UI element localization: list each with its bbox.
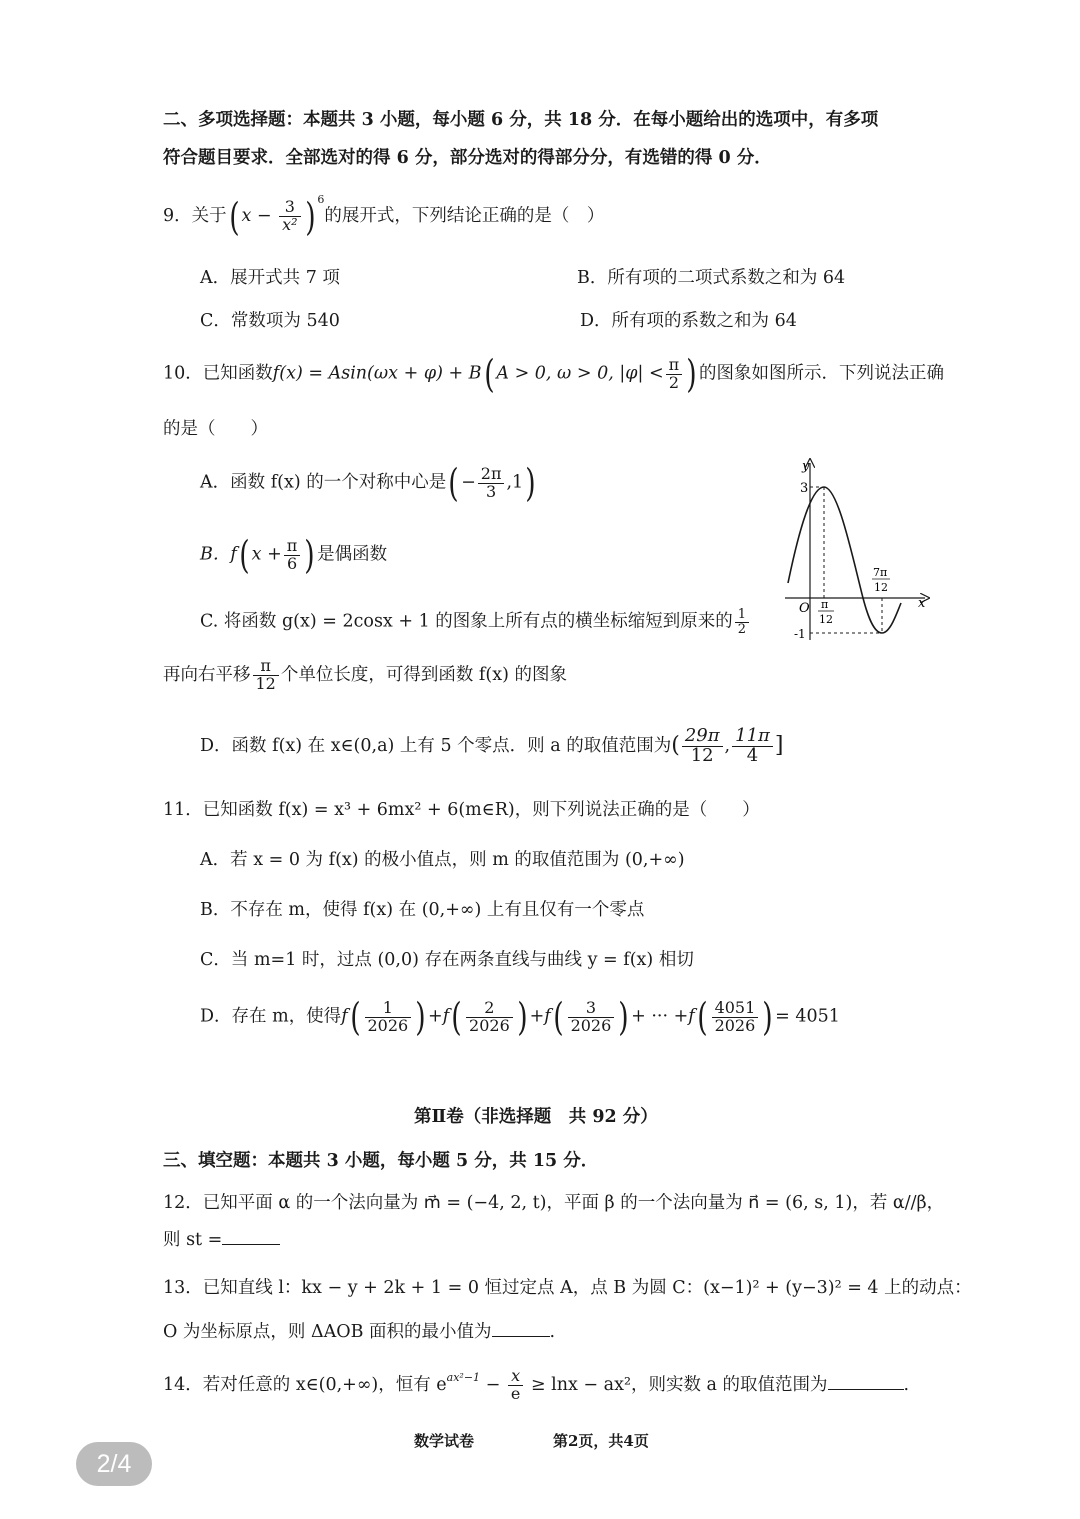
q10-stem-line2: 的是（ ） — [163, 419, 268, 439]
q11-f3: f — [544, 1006, 551, 1027]
q10-option-d-fraction2 — [732, 727, 773, 766]
q10-option-c-line2-frac-num: π — [253, 658, 279, 676]
q10-option-c-line2-fraction — [253, 658, 279, 693]
q10-option-a-frac-num: 2π — [478, 466, 505, 484]
q11-plus2: + — [529, 1006, 545, 1027]
q11-frac2 — [466, 997, 513, 1035]
q10-number: 10．已知函数 — [163, 363, 273, 384]
q11-frac4 — [712, 997, 759, 1035]
q10-option-c-line2-frac-den: 12 — [255, 673, 276, 693]
graph-x1-den: 12 — [819, 613, 833, 626]
q10-option-d-fraction1 — [682, 727, 723, 766]
q10-option-c-line2 — [163, 658, 567, 693]
q13-line2-end: . — [549, 1322, 556, 1342]
q10-option-b-frac-den: 6 — [286, 553, 298, 573]
q10-cond-fraction — [666, 354, 683, 392]
q12-line1: 12．已知平面 α 的一个法向量为 m⃗ = (−4, 2, t)，平面 β 的一个法向量为 n⃗ = (6, s, 1)，若 α//β， — [163, 1193, 945, 1213]
q11-f2: f — [442, 1006, 450, 1027]
q10-option-c-frac-num: 1 — [735, 608, 749, 623]
footer-page: 第2页，共4页 — [553, 1432, 649, 1450]
q10-option-a: A．函数 f(x) 的一个对称中心是( − $\frac{2\pi}{3}$ ,1) — [200, 461, 536, 505]
q12-answer-blank[interactable] — [222, 1244, 280, 1245]
q10-option-c-frac-den: 2 — [737, 621, 747, 637]
q11-frac2-num: 2 — [466, 1000, 513, 1018]
q14-minus: − — [480, 1374, 506, 1395]
q10-option-d-f1-num: 29π — [682, 727, 723, 747]
q9-fraction — [279, 199, 300, 234]
q11-frac1-num: 1 — [365, 1000, 412, 1018]
q14-exponent: ax²−1 — [446, 1370, 481, 1384]
q10-option-a-fraction — [478, 463, 505, 501]
graph-x-label: x — [918, 596, 926, 611]
section2-line1: 二、多项选择题：本题共 3 小题，每小题 6 分，共 18 分．在每小题给出的选项中，有多项 — [163, 110, 879, 130]
q9-x: x — [241, 206, 252, 226]
q11-option-b: B．不存在 m，使得 f(x) 在 (0,+∞) 上有且仅有一个零点 — [200, 900, 645, 920]
graph-origin: O — [799, 601, 810, 616]
q11-option-a: A．若 x = 0 为 f(x) 的极小值点，则 m 的取值范围为 (0,+∞) — [200, 850, 685, 870]
q10-option-b-label: B．f — [200, 544, 237, 565]
q10-option-d-close: ] — [774, 733, 784, 759]
q14-end: . — [903, 1374, 910, 1395]
q10-option-b-fraction — [284, 535, 301, 573]
q13-answer-blank[interactable] — [492, 1336, 550, 1337]
q9-frac-den: x² — [282, 215, 298, 234]
q9-exponent: 6 — [317, 193, 325, 206]
q10-option-a-text: A．函数 f(x) 的一个对称中心是 — [200, 472, 447, 493]
graph-x2-num: 7π — [873, 566, 888, 579]
q10-condition: A > 0, ω > 0, |φ| < — [496, 363, 664, 384]
q10-option-a-minus: − — [461, 472, 476, 493]
q10-option-d-text: D．函数 f(x) 在 x∈(0,a) 上有 5 个零点．则 a 的取值范围为 — [200, 735, 672, 756]
q11-frac1 — [365, 997, 412, 1035]
q10-option-d-f2-num: 11π — [732, 727, 773, 747]
q14-stem — [163, 1368, 909, 1403]
q10-graph — [770, 455, 940, 650]
q11-option-d: D．存在 m，使得f( $\frac{1}{2026}$ ) +f( $\frac{2}{2026}$ ) +f( $\frac{3}{2026}$ ) + ··· +f( $\frac{4051}{2026}$ ) = 4051 — [200, 995, 840, 1039]
q10-option-b-frac-num: π — [284, 538, 301, 556]
q12-line2 — [163, 1230, 280, 1251]
q10-option-c-line2-pre: 再向右平移 — [163, 664, 251, 685]
q11-f1: f — [341, 1006, 348, 1027]
q10-stem: 10．已知函数f(x) = Asin(ωx + φ) + B( A > 0, ω > 0, |φ| < $\frac{\pi}{2}$ ) 的图象如图所示．下列说法正确 — [163, 352, 944, 396]
q10-option-b-post: 是偶函数 — [317, 544, 388, 565]
section3-header: 三、填空题：本题共 3 小题，每小题 5 分，共 15 分． — [163, 1151, 599, 1171]
graph-y-label: y — [802, 459, 810, 474]
q9-text: 的展开式，下列结论正确的是（ ） — [324, 206, 605, 226]
q10-option-a-post: ,1 — [506, 472, 524, 493]
q14-pre: 14．若对任意的 x∈(0,+∞)，恒有 e — [163, 1374, 447, 1395]
q9-option-a: A．展开式共 7 项 — [200, 268, 340, 288]
graph-x2-den: 12 — [874, 581, 888, 594]
q11-frac3-num: 3 — [568, 1000, 615, 1018]
q10-option-c-text: C. 将函数 g(x) = 2cosx + 1 的图象上所有点的横坐标缩短到原来的 — [200, 611, 733, 632]
q14-frac-num: x — [508, 1368, 523, 1386]
q10-function: f(x) = Asin(ωx + φ) + B — [272, 363, 482, 384]
q13-line2-text: O 为坐标原点，则 ΔAOB 面积的最小值为 — [163, 1322, 492, 1342]
q11-dots: + ··· + — [631, 1006, 689, 1027]
q11-option-d-text: D．存在 m，使得 — [200, 1006, 342, 1027]
q14-answer-blank[interactable] — [828, 1389, 904, 1390]
q11-frac4-num: 4051 — [712, 1000, 759, 1018]
q10-option-d-open: ( — [671, 733, 680, 759]
q11-frac1-den: 2026 — [367, 1015, 409, 1035]
q10-option-c-line2-post: 个单位长度，可得到函数 f(x) 的图象 — [280, 664, 567, 685]
q10-option-b-inner: x + — [251, 544, 282, 565]
q11-stem: 11．已知函数 f(x) = x³ + 6mx² + 6(m∈R)，则下列说法正确的是（ ） — [163, 800, 760, 820]
q9-frac-num: 3 — [279, 199, 300, 217]
q10-cond-frac-num: π — [666, 357, 683, 375]
q9-stem: 9．关于( x − $\frac{3}{\text{x²}}$ ) $^6$的展开式，下列结论正确的是（ ） — [163, 193, 605, 239]
q10-option-c-fraction — [735, 608, 749, 636]
q9-number: 9．关于 — [163, 206, 227, 226]
q9-minus: − — [251, 206, 278, 226]
q13-line1: 13．已知直线 l：kx − y + 2k + 1 = 0 恒过定点 A，点 B 为圆 C：(x−1)² + (y−3)² = 4 上的动点： — [163, 1278, 972, 1298]
page-indicator[interactable]: 2/4 — [76, 1442, 152, 1486]
q10-text: 的图象如图所示．下列说法正确 — [699, 363, 944, 384]
graph-y-min: -1 — [794, 627, 806, 641]
graph-y-max: 3 — [800, 481, 809, 496]
q10-option-d-comma: , — [724, 735, 731, 756]
q10-option-c-line1 — [200, 608, 751, 636]
q11-frac3-den: 2026 — [570, 1015, 612, 1035]
graph-x1-num: π — [821, 598, 829, 611]
q12-line2-text: 则 st = — [163, 1230, 223, 1250]
q9-option-d: D．所有项的系数之和为 64 — [580, 311, 797, 331]
q10-option-a-frac-den: 3 — [486, 481, 497, 501]
footer-subject: 数学试卷 — [414, 1432, 475, 1450]
q11-frac2-den: 2026 — [469, 1015, 510, 1035]
q10-option-b: B．f( x + $\frac{\pi}{6}$ ) 是偶函数 — [200, 533, 388, 577]
q11-option-d-post: = 4051 — [775, 1006, 840, 1027]
q9-option-c: C．常数项为 540 — [200, 311, 340, 331]
q13-line2 — [163, 1322, 555, 1343]
q10-option-d-f2-den: 4 — [746, 744, 759, 766]
q14-frac-den: e — [510, 1383, 521, 1403]
q10-option-d — [200, 727, 783, 766]
q14-post: ≥ lnx − ax²，则实数 a 的取值范围为 — [525, 1374, 828, 1395]
q14-fraction — [508, 1368, 523, 1403]
section2-line2: 符合题目要求．全部选对的得 6 分，部分选对的得部分分，有选错的得 0 分． — [163, 148, 772, 168]
q11-plus1: + — [428, 1006, 443, 1027]
q10-option-d-f1-den: 12 — [690, 744, 714, 766]
q11-frac3 — [568, 997, 615, 1035]
q11-frac4-den: 2026 — [714, 1015, 756, 1035]
q10-cond-frac-den: 2 — [668, 372, 679, 392]
part2-title: 第Ⅱ卷（非选择题 共 92 分） — [414, 1107, 658, 1127]
q11-option-c: C．当 m=1 时，过点 (0,0) 存在两条直线与曲线 y = f(x) 相切 — [200, 950, 694, 970]
q11-f4: f — [688, 1006, 695, 1027]
q9-option-b: B．所有项的二项式系数之和为 64 — [577, 268, 846, 288]
